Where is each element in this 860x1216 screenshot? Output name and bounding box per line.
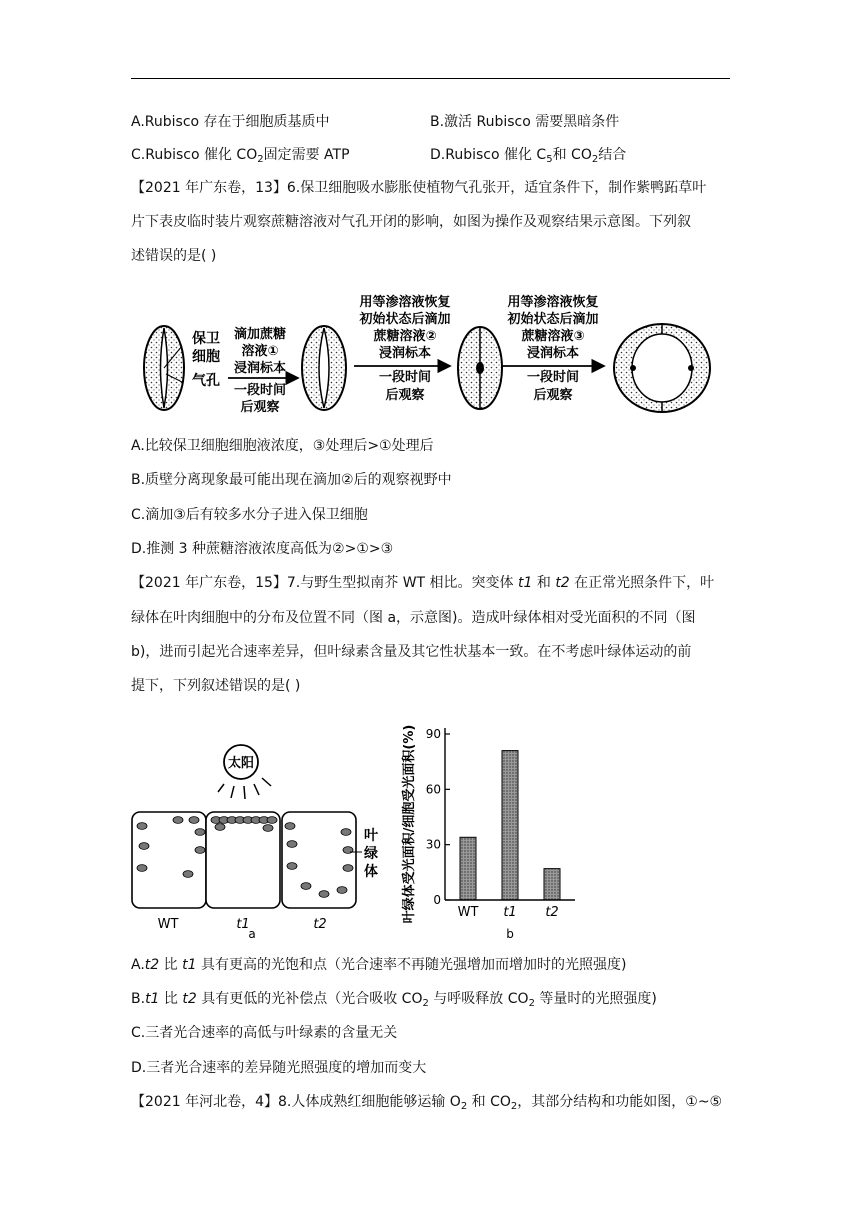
- chloroplast-cells-figure: [128, 740, 398, 940]
- chloroplast-icon: [341, 829, 351, 836]
- q7-stem-line3: b)，进而引起光合速率差异，但叶绿素含量及其它性状基本一致。在不考虑叶绿体运动的前: [131, 644, 692, 660]
- step3-line2: 初始状态后滴加: [507, 312, 599, 327]
- step2-line4: 浸润标本: [378, 346, 432, 361]
- chloroplast-icon: [183, 871, 193, 878]
- chloroplast-icon: [215, 824, 225, 831]
- chloroplast-label-3: 体: [364, 864, 378, 880]
- sun-icon: [218, 745, 271, 799]
- chart-y-axis-label: 叶绿体受光面积/细胞受光面积(%): [402, 724, 417, 924]
- y-tick-label: 30: [425, 837, 441, 852]
- step3-line3: 蔗糖溶液③: [521, 329, 585, 344]
- q7-stem-line4: 提下，下列叙述错误的是( ): [131, 678, 301, 694]
- chloroplast-label-1: 叶: [364, 828, 378, 844]
- chloroplast-icon: [287, 841, 297, 848]
- q6-stem-line1: 【2021 年广东卷，13】6.保卫细胞吸水膨胀使植物气孔张开，适宜条件下，制作紫鸭跖草叶: [131, 180, 707, 196]
- q6-option-c: C.滴加③后有较多水分子进入保卫细胞: [131, 507, 368, 523]
- step1-line2: 溶液①: [241, 344, 279, 359]
- q6-option-d: D.推测 3 种蔗糖溶液浓度高低为②>①>③: [131, 541, 394, 557]
- q5-option-c: C.Rubisco 催化 $CO_2$固定需要 ATP: [131, 147, 350, 165]
- q6-stem-line2: 片下表皮临时装片观察蔗糖溶液对气孔开闭的影响，如图为操作及观察结果示意图。下列叙: [131, 214, 691, 230]
- q5-option-a: A.Rubisco 存在于细胞质基质中: [131, 114, 330, 130]
- q8-stem-line1: 【2021 年河北卷，4】8.人体成熟红细胞能够运输 $O_2$ 和 $CO_2$，其部分结构和功能如图，①~⑤: [131, 1094, 723, 1112]
- chloroplast-icon: [287, 863, 297, 870]
- step3-line6: 后观察: [533, 388, 573, 403]
- step2-line1: 用等渗溶液恢复: [359, 295, 451, 310]
- stoma-after-solution-1: [302, 326, 346, 410]
- step3-line4: 浸润标本: [526, 346, 580, 361]
- q7-option-b: B.t1 比 t2 具有更低的光补偿点（光合吸收 $CO_2$ 与呼吸释放 $CO_2$ 等量时的光照强度): [131, 991, 657, 1009]
- cell-label-t2: t2: [313, 917, 327, 932]
- step3-line1: 用等渗溶液恢复: [507, 295, 599, 310]
- stomata-figure: [130, 286, 730, 422]
- step1-line5: 后观察: [240, 400, 280, 415]
- chloroplast-icon: [195, 847, 205, 854]
- chloroplast-icon: [319, 891, 329, 898]
- q5-option-b: B.激活 Rubisco 需要黑暗条件: [430, 114, 620, 130]
- bar-wt: [460, 837, 476, 900]
- figure-a-caption: a: [248, 927, 256, 940]
- bar-t2: [544, 869, 560, 900]
- y-tick-label: 0: [433, 893, 441, 907]
- chloroplast-icon: [139, 843, 149, 850]
- y-tick-label: 60: [425, 782, 441, 797]
- figure-b-caption: b: [506, 927, 514, 941]
- sun-label: 太阳: [227, 756, 255, 771]
- y-tick-label: 90: [425, 727, 441, 741]
- chloroplast-icon: [137, 823, 147, 830]
- q7-stem-line1: 【2021 年广东卷，15】7.与野生型拟南芥 WT 相比。突变体 t1 和 t2 在正常光照条件下，叶: [131, 575, 715, 591]
- header-rule: [131, 78, 730, 79]
- label-pore: 气孔: [192, 373, 220, 389]
- chloroplast-icon: [337, 887, 347, 894]
- bar-t1: [502, 751, 518, 900]
- label-guard-cell-2: 细胞: [192, 349, 220, 365]
- chloroplast-icon: [195, 829, 205, 836]
- step1-line1: 滴加蔗糖: [233, 327, 287, 342]
- chloroplast-icon: [173, 817, 183, 824]
- step1-line3: 浸润标本: [233, 361, 287, 376]
- chloroplast-icon: [285, 823, 295, 830]
- chloroplast-label-2: 绿: [364, 846, 378, 862]
- label-guard-cell-1: 保卫: [192, 331, 220, 347]
- chloroplast-icon: [189, 817, 199, 824]
- chloroplast-icon: [301, 883, 311, 890]
- q7-option-d: D.三者光合速率的差异随光照强度的增加而变大: [131, 1060, 427, 1076]
- q7-stem-line2: 绿体在叶肉细胞中的分布及位置不同（图 a，示意图)。造成叶绿体相对受光面积的不同（图: [131, 610, 696, 626]
- stoma-after-solution-3: [614, 324, 710, 412]
- step3-line5: 一段时间: [526, 370, 580, 385]
- light-area-bar-chart: [395, 706, 595, 946]
- chloroplast-icon: [343, 865, 353, 872]
- x-tick-label: WT: [457, 905, 479, 920]
- step2-line6: 后观察: [385, 388, 425, 403]
- step2-line3: 蔗糖溶液②: [373, 329, 437, 344]
- q7-option-c: C.三者光合速率的高低与叶绿素的含量无关: [131, 1025, 398, 1041]
- step2-line5: 一段时间: [378, 370, 432, 385]
- q7-option-a: A.t2 比 t1 具有更高的光饱和点（光合速率不再随光强增加而增加时的光照强度): [131, 957, 627, 973]
- chloroplast-icon: [263, 825, 273, 832]
- chloroplast-icon: [267, 817, 277, 824]
- q5-option-d: D.Rubisco 催化 $C_5$和 $CO_2$结合: [430, 147, 627, 165]
- q6-option-b: B.质壁分离现象最可能出现在滴加②后的观察视野中: [131, 472, 452, 488]
- step2-line2: 初始状态后滴加: [359, 312, 451, 327]
- q6-stem-line3: 述错误的是( ): [131, 248, 217, 264]
- chloroplast-icon: [137, 865, 147, 872]
- x-tick-label: t2: [545, 905, 559, 920]
- step1-line4: 一段时间: [233, 383, 287, 398]
- stoma-initial: [144, 326, 184, 410]
- q6-option-a: A.比较保卫细胞细胞液浓度，③处理后>①处理后: [131, 438, 434, 454]
- x-tick-label: t1: [503, 905, 517, 920]
- cell-label-wt: WT: [157, 917, 179, 932]
- stoma-after-solution-2: [458, 327, 502, 409]
- cell-label-t1: t1: [236, 917, 250, 932]
